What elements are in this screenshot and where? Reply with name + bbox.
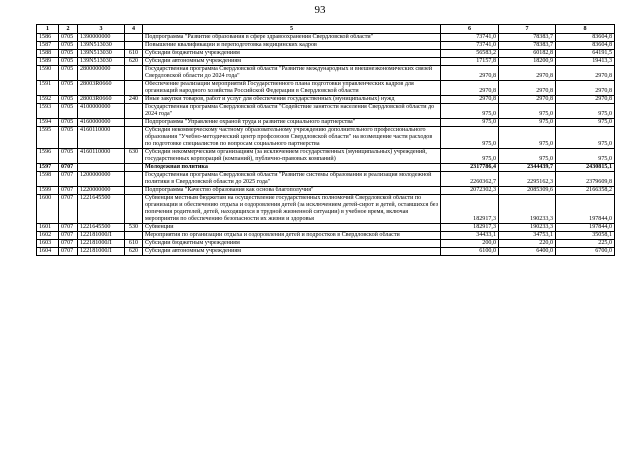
table-row — [37, 119, 615, 127]
expense-type-cell: 530 — [125, 224, 143, 232]
amount-year2-cell: 2970,8 — [499, 96, 556, 104]
table-header-row — [37, 25, 615, 34]
expense-type-cell — [125, 232, 143, 240]
item-name-cell: Государственная программа Свердловской области "Содействие занятости населения Свердловской области до 2024 года" — [143, 104, 441, 119]
amount-year2-cell: 34753,1 — [499, 232, 556, 240]
amount-year2-cell: 18200,9 — [499, 58, 556, 66]
section-code-cell: 0707 — [59, 224, 78, 232]
item-name-cell: Субвенция местным бюджетам на осуществление государственных полномочий Свердловской области по организации и обеспечению отдыха и оздоровления детей (за исключением детей-сирот и детей, оставшихся без попечения родителей, детей, находящихся в трудной жизненной ситуации) в учебное время, включая мероприятия по обеспечению безопасности их жизни и здоровья — [143, 195, 441, 224]
expense-type-cell — [125, 104, 143, 119]
table-row — [37, 195, 615, 224]
amount-year3-cell: 225,0 — [556, 240, 615, 248]
target-code-cell: 122181000Л — [78, 232, 125, 240]
section-code-cell: 0705 — [59, 81, 78, 96]
amount-year1-cell: 975,0 — [441, 119, 499, 127]
section-code-cell: 0707 — [59, 232, 78, 240]
amount-year3-cell: 197844,0 — [556, 224, 615, 232]
expense-type-cell — [125, 164, 143, 172]
target-code-cell: 1220000000 — [78, 187, 125, 195]
row-number-cell: 1600 — [37, 195, 59, 224]
target-code-cell: 2800000000 — [78, 66, 125, 81]
row-number-cell: 1597 — [37, 164, 59, 172]
section-code-cell: 0705 — [59, 50, 78, 58]
expense-type-cell — [125, 42, 143, 50]
section-code-cell: 0705 — [59, 119, 78, 127]
section-code-cell: 0707 — [59, 172, 78, 187]
amount-year3-cell: 975,0 — [556, 149, 615, 164]
item-name-cell: Субсидия некоммерческому частному образовательному учреждению дополнительного профессионального образования "Учебно-методический центр профсоюзов Свердловской области" на возмещение части расходов по подготовке специалистов по вопросам социального партнерства — [143, 127, 441, 149]
amount-year1-cell: 34433,1 — [441, 232, 499, 240]
amount-year2-cell: 975,0 — [499, 127, 556, 149]
item-name-cell: Иные закупки товаров, работ и услуг для обеспечения государственных (муниципальных) нужд — [143, 96, 441, 104]
amount-year1-cell: 73741,0 — [441, 42, 499, 50]
row-number-cell: 1601 — [37, 224, 59, 232]
amount-year3-cell: 975,0 — [556, 127, 615, 149]
amount-year2-cell: 60182,8 — [499, 50, 556, 58]
amount-year1-cell: 182917,3 — [441, 195, 499, 224]
row-number-cell: 1602 — [37, 232, 59, 240]
row-number-cell: 1594 — [37, 119, 59, 127]
table-row — [37, 172, 615, 187]
expense-type-cell — [125, 66, 143, 81]
table-row — [37, 149, 615, 164]
row-number-cell: 1593 — [37, 104, 59, 119]
amount-year3-cell: 2166358,2 — [556, 187, 615, 195]
section-code-cell: 0705 — [59, 58, 78, 66]
row-number-cell: 1603 — [37, 240, 59, 248]
section-code-cell: 0705 — [59, 96, 78, 104]
section-code-cell: 0707 — [59, 248, 78, 256]
section-code-cell: 0705 — [59, 127, 78, 149]
section-code-cell: 0707 — [59, 164, 78, 172]
amount-year3-cell: 2970,8 — [556, 66, 615, 81]
target-code-cell — [78, 164, 125, 172]
row-number-cell: 1598 — [37, 172, 59, 187]
row-number-cell: 1591 — [37, 81, 59, 96]
expense-type-cell: 630 — [125, 149, 143, 164]
row-number-cell: 1590 — [37, 66, 59, 81]
amount-year1-cell: 2317786,4 — [441, 164, 499, 172]
expense-type-cell: 620 — [125, 248, 143, 256]
amount-year1-cell: 975,0 — [441, 104, 499, 119]
row-number-cell: 1586 — [37, 34, 59, 42]
amount-year2-cell: 78383,7 — [499, 42, 556, 50]
amount-year3-cell: 6700,0 — [556, 248, 615, 256]
amount-year1-cell: 2970,8 — [441, 81, 499, 96]
amount-year1-cell: 17157,8 — [441, 58, 499, 66]
expense-type-cell — [125, 119, 143, 127]
table-row — [37, 58, 615, 66]
amount-year3-cell: 975,0 — [556, 119, 615, 127]
target-code-cell: 28003R0660 — [78, 96, 125, 104]
amount-year3-cell: 83604,8 — [556, 42, 615, 50]
item-name-cell: Субсидии бюджетным учреждениям — [143, 240, 441, 248]
target-code-cell: 139N513030 — [78, 58, 125, 66]
item-name-cell: Государственная программа Свердловской области "Развитие системы образования и реализация молодежной политики в Свердловской области до 2025 года" — [143, 172, 441, 187]
table-row — [37, 127, 615, 149]
target-code-cell: 4160110000 — [78, 149, 125, 164]
target-code-cell: 4100000000 — [78, 104, 125, 119]
expense-type-cell — [125, 127, 143, 149]
item-name-cell: Повышение квалификации и переподготовка медицинских кадров — [143, 42, 441, 50]
amount-year2-cell: 2970,8 — [499, 66, 556, 81]
amount-year2-cell: 2970,8 — [499, 81, 556, 96]
target-code-cell: 1221645500 — [78, 195, 125, 224]
expense-type-cell: 620 — [125, 58, 143, 66]
target-code-cell: 4160000000 — [78, 119, 125, 127]
expense-type-cell — [125, 34, 143, 42]
header-cell: 3 — [78, 25, 125, 34]
item-name-cell: Субсидии автономным учреждениям — [143, 248, 441, 256]
target-code-cell: 1390000000 — [78, 34, 125, 42]
row-number-cell: 1587 — [37, 42, 59, 50]
section-code-cell: 0705 — [59, 66, 78, 81]
amount-year2-cell: 6400,0 — [499, 248, 556, 256]
item-name-cell: Субсидии бюджетным учреждениям — [143, 50, 441, 58]
item-name-cell: Субсидии некоммерческим организациям (за исключением государственных (муниципальных) учреждений, государственных корпораций (компаний), публично-правовых компаний) — [143, 149, 441, 164]
amount-year3-cell: 35058,1 — [556, 232, 615, 240]
section-code-cell: 0705 — [59, 34, 78, 42]
amount-year1-cell: 56583,2 — [441, 50, 499, 58]
table-row — [37, 104, 615, 119]
expense-type-cell: 240 — [125, 96, 143, 104]
amount-year2-cell: 2085309,6 — [499, 187, 556, 195]
expense-type-cell — [125, 187, 143, 195]
amount-year1-cell: 2970,8 — [441, 96, 499, 104]
amount-year3-cell: 197844,0 — [556, 195, 615, 224]
section-code-cell: 0705 — [59, 149, 78, 164]
amount-year3-cell: 2970,8 — [556, 81, 615, 96]
amount-year1-cell: 2970,8 — [441, 66, 499, 81]
target-code-cell: 1200000000 — [78, 172, 125, 187]
amount-year2-cell: 220,0 — [499, 240, 556, 248]
expense-type-cell: 610 — [125, 240, 143, 248]
header-cell: 6 — [441, 25, 499, 34]
amount-year1-cell: 975,0 — [441, 149, 499, 164]
section-code-cell: 0705 — [59, 104, 78, 119]
amount-year2-cell: 2344439,7 — [499, 164, 556, 172]
table-row — [37, 164, 615, 172]
amount-year2-cell: 975,0 — [499, 119, 556, 127]
target-code-cell: 122181000Л — [78, 248, 125, 256]
row-number-cell: 1588 — [37, 50, 59, 58]
table-row — [37, 224, 615, 232]
section-code-cell: 0707 — [59, 240, 78, 248]
row-number-cell: 1604 — [37, 248, 59, 256]
section-code-cell: 0705 — [59, 42, 78, 50]
row-number-cell: 1592 — [37, 96, 59, 104]
table-row — [37, 96, 615, 104]
table-row — [37, 240, 615, 248]
row-number-cell: 1595 — [37, 127, 59, 149]
item-name-cell: Подпрограмма "Качество образования как основа благополучия" — [143, 187, 441, 195]
section-code-cell: 0707 — [59, 187, 78, 195]
target-code-cell: 1221645500 — [78, 224, 125, 232]
amount-year1-cell: 2072302,3 — [441, 187, 499, 195]
target-code-cell: 28003R0660 — [78, 81, 125, 96]
amount-year3-cell: 2970,8 — [556, 96, 615, 104]
row-number-cell: 1589 — [37, 58, 59, 66]
amount-year1-cell: 73741,0 — [441, 34, 499, 42]
item-name-cell: Субсидии автономным учреждениям — [143, 58, 441, 66]
item-name-cell: Подпрограмма "Развитие образования в сфере здравоохранения Свердловской области" — [143, 34, 441, 42]
header-cell: 8 — [556, 25, 615, 34]
amount-year3-cell: 83604,8 — [556, 34, 615, 42]
expense-type-cell — [125, 172, 143, 187]
table-row — [37, 42, 615, 50]
amount-year1-cell: 975,0 — [441, 127, 499, 149]
header-cell: 5 — [143, 25, 441, 34]
target-code-cell: 139N513030 — [78, 50, 125, 58]
table-row — [37, 81, 615, 96]
amount-year3-cell: 64191,5 — [556, 50, 615, 58]
amount-year2-cell: 190233,3 — [499, 195, 556, 224]
amount-year2-cell: 975,0 — [499, 149, 556, 164]
budget-table — [36, 24, 615, 256]
amount-year3-cell: 975,0 — [556, 104, 615, 119]
amount-year2-cell: 2295162,3 — [499, 172, 556, 187]
row-number-cell: 1596 — [37, 149, 59, 164]
item-name-cell: Мероприятия по организации отдыха и оздоровления детей и подростков в Свердловской области — [143, 232, 441, 240]
amount-year3-cell: 2430815,1 — [556, 164, 615, 172]
section-code-cell: 0707 — [59, 195, 78, 224]
amount-year2-cell: 78383,7 — [499, 34, 556, 42]
item-name-cell: Субвенции — [143, 224, 441, 232]
expense-type-cell: 610 — [125, 50, 143, 58]
target-code-cell: 139N513030 — [78, 42, 125, 50]
item-name-cell: Молодежная политика — [143, 164, 441, 172]
table-row — [37, 66, 615, 81]
amount-year2-cell: 190233,3 — [499, 224, 556, 232]
target-code-cell: 122181000Л — [78, 240, 125, 248]
table-row — [37, 248, 615, 256]
amount-year3-cell: 19413,3 — [556, 58, 615, 66]
table-row — [37, 34, 615, 42]
amount-year3-cell: 2379609,8 — [556, 172, 615, 187]
expense-type-cell — [125, 195, 143, 224]
header-cell: 1 — [37, 25, 59, 34]
table-row — [37, 232, 615, 240]
page-number: 93 — [314, 4, 326, 16]
amount-year1-cell: 6100,0 — [441, 248, 499, 256]
header-cell: 7 — [499, 25, 556, 34]
item-name-cell: Подпрограмма "Управление охраной труда и развитие социального партнерства" — [143, 119, 441, 127]
amount-year2-cell: 975,0 — [499, 104, 556, 119]
item-name-cell: Обеспечение реализации мероприятий Государственного плана подготовки управленческих кадров для организаций народного хозяйства Российской Федерации в Свердловской области — [143, 81, 441, 96]
header-cell: 2 — [59, 25, 78, 34]
header-cell: 4 — [125, 25, 143, 34]
amount-year1-cell: 2260362,7 — [441, 172, 499, 187]
amount-year1-cell: 182917,3 — [441, 224, 499, 232]
item-name-cell: Государственная программа Свердловской области "Развитие международных и внешнеэкономических связей Свердловской области до 2024 года" — [143, 66, 441, 81]
row-number-cell: 1599 — [37, 187, 59, 195]
amount-year1-cell: 200,0 — [441, 240, 499, 248]
table-row — [37, 187, 615, 195]
expense-type-cell — [125, 81, 143, 96]
table-row — [37, 50, 615, 58]
target-code-cell: 4160110000 — [78, 127, 125, 149]
